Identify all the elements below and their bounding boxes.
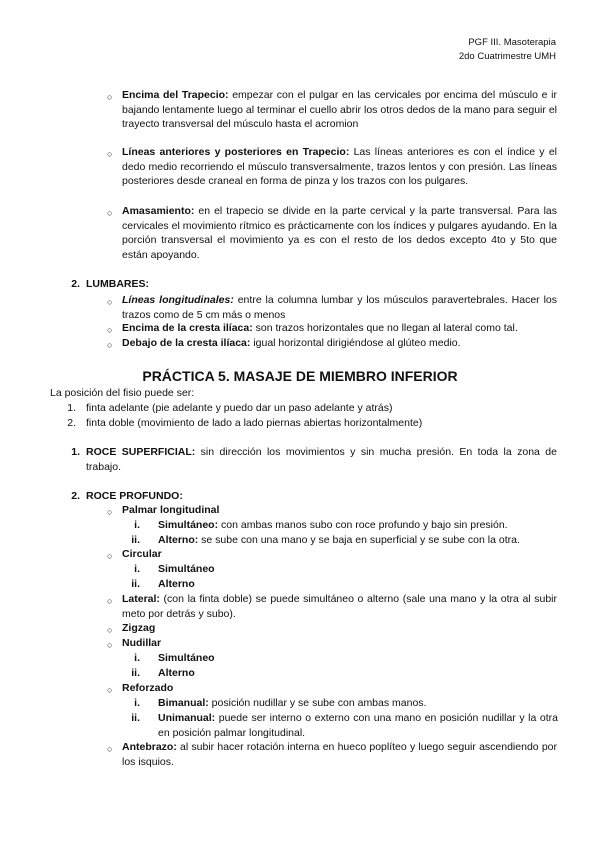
sub-item-text: posición nudillar y se sube con ambas manos. xyxy=(208,697,427,709)
circle-bullet-icon: ○ xyxy=(107,551,113,561)
roman-number: i. xyxy=(134,519,140,531)
circle-bullet-icon: ○ xyxy=(107,685,113,695)
roman-number: i. xyxy=(134,697,140,709)
list-item xyxy=(122,88,557,132)
circle-bullet-icon: ○ xyxy=(107,340,113,350)
circle-bullet-icon: ○ xyxy=(107,325,113,335)
position-item: finta adelante (pie adelante y puedo dar un paso adelante y atrás) xyxy=(86,402,393,414)
technique-text: al subir hacer rotación interna en hueco poplíteo y luego seguir ascendiendo por los isquios. xyxy=(122,741,557,768)
sub-item-text: puede ser interno o externo con una mano en posición nudillar y la otra en posición palmar longitudinal. xyxy=(158,712,558,739)
sub-item xyxy=(158,711,558,740)
item-label: Encima de la cresta ilíaca: xyxy=(122,322,253,334)
list-item xyxy=(122,336,557,351)
item-label: Encima del Trapecio: xyxy=(122,89,229,101)
sub-item-label: Alterno xyxy=(158,578,195,590)
list-item xyxy=(122,204,557,262)
header-term: 2do Cuatrimestre UMH xyxy=(458,50,556,62)
header-course: PGF III. Masoterapia xyxy=(468,37,556,48)
position-item: finta doble (movimiento de lado a lado piernas abiertas horizontalmente) xyxy=(86,417,423,429)
sub-item-text: se sube con una mano y se baja en superficial y se sube con la otra. xyxy=(198,534,520,546)
list-number: 2. xyxy=(67,417,76,429)
sub-item-label: Alterno xyxy=(158,667,195,679)
technique-label: Zigzag xyxy=(122,622,156,634)
list-item xyxy=(122,321,557,336)
technique-label: Lateral: xyxy=(122,593,160,605)
sub-item xyxy=(158,518,558,533)
list-item xyxy=(122,293,557,322)
circle-bullet-icon: ○ xyxy=(107,640,113,650)
circle-bullet-icon: ○ xyxy=(107,596,113,606)
section-paragraph xyxy=(86,445,557,474)
list-item xyxy=(122,145,557,189)
roman-number: ii. xyxy=(131,712,140,724)
item-label: Amasamiento: xyxy=(122,205,195,217)
circle-bullet-icon: ○ xyxy=(107,297,113,307)
section-text: sin dirección los movimientos y sin mucha presión. En toda la zona de trabajo. xyxy=(86,446,557,473)
roman-number: i. xyxy=(134,652,140,664)
circle-bullet-icon: ○ xyxy=(107,208,113,218)
technique-label: Antebrazo: xyxy=(122,741,177,753)
section-title: ROCE PROFUNDO: xyxy=(86,490,183,502)
item-text: entre la columna lumbar y los músculos paravertebrales. Hacer los trazos como de 5 cm más o menos xyxy=(122,294,557,321)
section-title: ROCE SUPERFICIAL: xyxy=(86,446,196,458)
technique-label: Palmar longitudinal xyxy=(122,504,220,516)
technique-text: (con la finta doble) se puede simultáneo o alterno (sale una mano y la otra al subir meto por detrás y subo). xyxy=(122,593,557,620)
item-text: en el trapecio se divide en la parte cervical y la parte transversal. Para las cervicales el movimiento rítmico es prácticamente con los índices y pulgares ayudando. En la porción transversal el movimiento ya es con el resto de los dedos excepto 4to y 5to que están apoyando. xyxy=(122,205,557,261)
roman-number: ii. xyxy=(131,667,140,679)
sub-item-label: Simultáneo: xyxy=(158,519,219,531)
technique-item xyxy=(122,592,557,621)
sub-item-label: Unimanual: xyxy=(158,712,216,724)
circle-bullet-icon: ○ xyxy=(107,149,113,159)
technique-item xyxy=(122,740,557,769)
technique-label: Reforzado xyxy=(122,682,174,694)
section-title: LUMBARES: xyxy=(86,278,149,290)
circle-bullet-icon: ○ xyxy=(107,744,113,754)
item-text: Las líneas anteriores es con el índice y el dedo medio recorriendo el músculo transversalmente, trazos lentos y con presión. Las líneas posteriores desde craneal en forma de pinza y los trazos con los pulgares. xyxy=(122,146,557,187)
circle-bullet-icon: ○ xyxy=(107,507,113,517)
item-text: empezar con el pulgar en las cervicales por encima del músculo e ir bajando lentamente luego al terminar el cuello abrir los otros dedos de la mano para seguir el trayecto transversal del músculo hasta el acromion xyxy=(122,89,557,130)
roman-number: ii. xyxy=(131,578,140,590)
item-label: Líneas anteriores y posteriores en Trapecio: xyxy=(122,146,350,158)
practice-title: PRÁCTICA 5. MASAJE DE MIEMBRO INFERIOR xyxy=(142,368,458,384)
sub-item-label: Simultáneo xyxy=(158,563,215,575)
circle-bullet-icon: ○ xyxy=(107,92,113,102)
list-number: 1. xyxy=(67,402,76,414)
roman-number: i. xyxy=(134,563,140,575)
item-text: igual horizontal dirigiéndose al glúteo medio. xyxy=(250,337,461,349)
technique-label: Nudillar xyxy=(122,637,162,649)
page-header xyxy=(459,36,556,63)
sub-item-label: Alterno: xyxy=(158,534,199,546)
roman-number: ii. xyxy=(131,534,140,546)
section-number: 2. xyxy=(71,490,80,502)
sub-item-text: con ambas manos subo con roce profundo y bajo sin presión. xyxy=(218,519,508,531)
sub-item-label: Bimanual: xyxy=(158,697,209,709)
sub-item xyxy=(158,696,558,711)
sub-item xyxy=(158,533,558,548)
sub-item-label: Simultáneo xyxy=(158,652,215,664)
item-label: Debajo de la cresta ilíaca: xyxy=(122,337,251,349)
item-text: son trazos horizontales que no llegan al lateral como tal. xyxy=(252,322,518,334)
section-number: 2. xyxy=(71,278,80,290)
section-number: 1. xyxy=(71,446,80,458)
item-label: Líneas longitudinales: xyxy=(122,294,234,306)
circle-bullet-icon: ○ xyxy=(107,625,113,635)
technique-label: Circular xyxy=(122,548,162,560)
intro-text: La posición del fisio puede ser: xyxy=(50,387,195,399)
